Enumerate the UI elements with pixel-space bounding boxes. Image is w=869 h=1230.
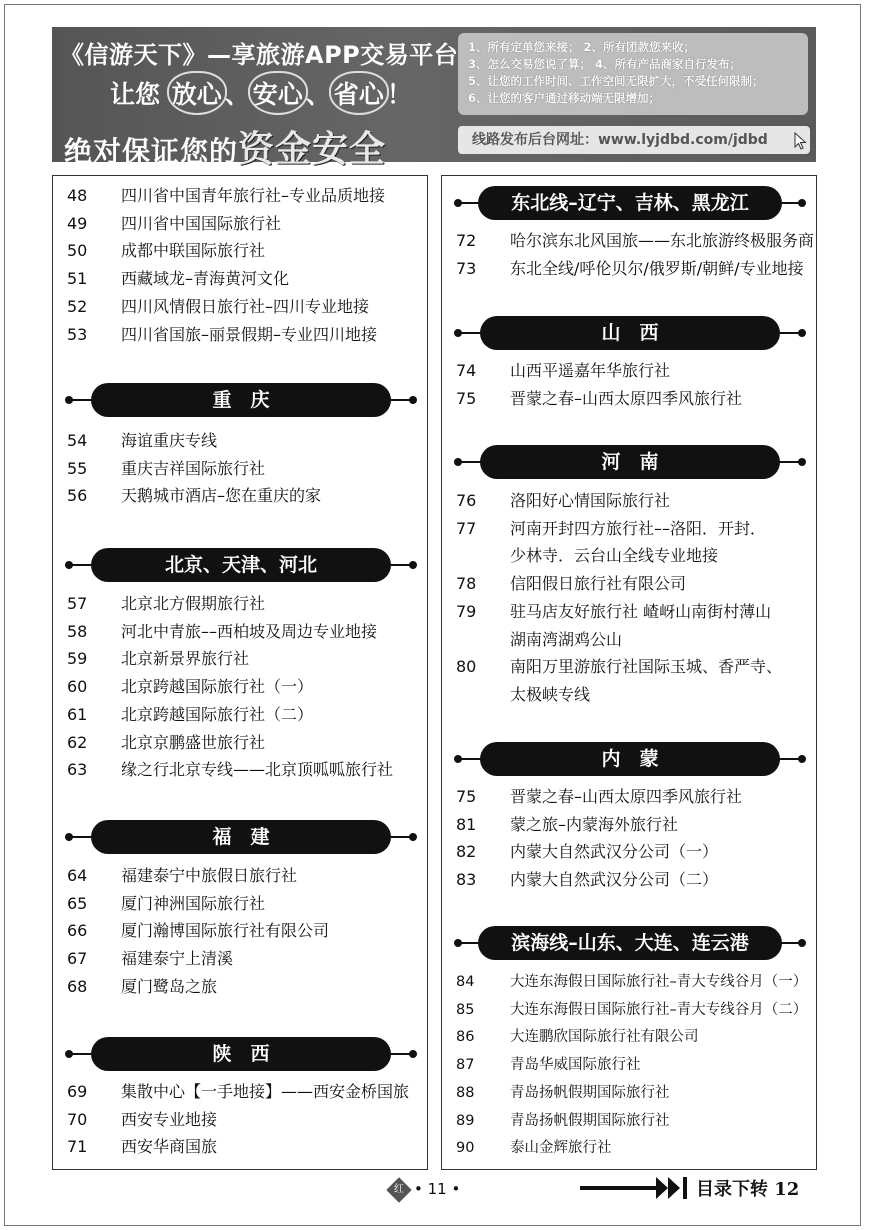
- item-text: 晋蒙之春–山西太原四季风旅行社: [510, 787, 743, 806]
- banner-line2: [110, 75, 412, 111]
- page-number: [390, 1180, 460, 1199]
- item-number: 83: [456, 870, 477, 890]
- section-title: 河 南: [480, 445, 780, 479]
- badge-icon: [386, 1177, 411, 1202]
- item-number: 70: [67, 1109, 88, 1129]
- banner-line3-emphasis: 资金安全: [238, 129, 387, 170]
- item-number: 81: [456, 814, 477, 834]
- item-text: 福建泰宁上清溪: [121, 949, 234, 969]
- banner-slogan: [52, 27, 459, 170]
- section-header-fujian: [65, 820, 417, 854]
- left-column: [52, 175, 428, 1170]
- banner-line3-prefix: 绝对保证您的: [64, 135, 239, 168]
- sep: 、: [305, 80, 331, 109]
- section-header-northeast: [454, 186, 806, 220]
- fast-forward-icon: [656, 1177, 692, 1199]
- item-text: 洛阳好心情国际旅行社: [510, 491, 671, 510]
- item-text: 太极峡专线: [510, 684, 591, 704]
- dot: [409, 396, 417, 404]
- item-text: 海谊重庆专线: [121, 431, 218, 450]
- section-title: 北京、天津、河北: [91, 548, 391, 582]
- item-text: 信阳假日旅行社有限公司: [510, 574, 687, 594]
- page-number-text: • 11 •: [414, 1180, 461, 1198]
- item-number: 61: [67, 704, 88, 724]
- item-number: 79: [456, 601, 477, 621]
- item-number: 75: [456, 388, 477, 408]
- item-text: 西藏域龙–青海黄河文化: [121, 269, 290, 289]
- item-text: 蒙之旅–内蒙海外旅行社: [510, 814, 679, 834]
- item-number: 88: [456, 1084, 475, 1101]
- item-number: 85: [456, 1001, 475, 1018]
- item-text: 大连东海假日国际旅行社–青大专线谷月（一）: [510, 974, 808, 990]
- feature-list: [458, 33, 808, 115]
- arrow-line: [580, 1186, 658, 1190]
- item-text: 哈尔滨东北风国旅——东北旅游终极服务商: [510, 231, 815, 250]
- item-number: 59: [67, 649, 88, 669]
- item-number: 77: [456, 518, 477, 538]
- item-text: 大连东海假日国际旅行社–青大专线谷月（二）: [510, 1001, 808, 1018]
- item-text: 天鹅城市酒店–您在重庆的家: [121, 486, 322, 506]
- item-number: 49: [67, 213, 88, 233]
- item-number: 57: [67, 594, 88, 613]
- section-header-henan: [454, 445, 806, 479]
- cursor-icon: [794, 132, 808, 150]
- item-text: 湖南湾湖鸡公山: [510, 629, 623, 649]
- item-number: 67: [67, 949, 88, 969]
- banner-line3: [64, 121, 386, 172]
- item-text: 集散中心【一手地接】——西安金桥国旅: [121, 1082, 410, 1101]
- section-title: 福 建: [91, 820, 391, 854]
- item-number: 68: [67, 976, 88, 996]
- item-number: 72: [456, 231, 477, 250]
- item-number: 56: [67, 486, 88, 506]
- item-text: 晋蒙之春–山西太原四季风旅行社: [510, 388, 743, 408]
- item-text: 厦门神洲国际旅行社: [121, 893, 266, 913]
- item-number: 90: [456, 1140, 475, 1157]
- banner-line2-prefix: 让您: [110, 80, 161, 109]
- heart-word: 安心: [250, 75, 306, 111]
- item-number: 50: [67, 241, 88, 261]
- heart-word: 省心: [331, 75, 387, 111]
- section-title: 重 庆: [91, 383, 391, 417]
- dot: [798, 199, 806, 207]
- item-text: 东北全线/呼伦贝尔/俄罗斯/朝鲜/专业地接: [510, 258, 804, 278]
- feature-item: 6、让您的客户通过移动端无限增加；: [468, 91, 660, 105]
- exclaim: ！: [386, 80, 412, 109]
- item-text: 内蒙大自然武汉分公司（二）: [510, 870, 719, 890]
- next-page-label: 目录下转 12: [696, 1179, 800, 1200]
- dot: [409, 833, 417, 841]
- backend-url[interactable]: [458, 126, 810, 154]
- item-number: 82: [456, 842, 477, 862]
- item-text: 福建泰宁中旅假日旅行社: [121, 866, 298, 885]
- item-number: 89: [456, 1112, 475, 1129]
- item-text: 河北中青旅––西柏坡及周边专业地接: [121, 621, 378, 641]
- feature-item: 3、怎么交易您说了算； 4、所有产品商家自行发布；: [468, 57, 742, 71]
- right-column: [441, 175, 817, 1170]
- item-text: 厦门瀚博国际旅行社有限公司: [121, 921, 330, 941]
- item-text: 重庆吉祥国际旅行社: [121, 458, 266, 478]
- section-header-chongqing: [65, 383, 417, 417]
- item-text: 厦门鹭岛之旅: [121, 976, 218, 996]
- badge-text: 红: [394, 1183, 404, 1195]
- item-number: 86: [456, 1029, 475, 1046]
- item-text: 泰山金辉旅行社: [510, 1140, 612, 1157]
- next-page-link[interactable]: [580, 1172, 810, 1202]
- item-number: 63: [67, 760, 88, 780]
- item-text: 驻马店友好旅行社 嵖岈山南街村薄山: [510, 601, 772, 621]
- sep: 、: [224, 80, 250, 109]
- item-text: 大连鹏欣国际旅行社有限公司: [510, 1029, 699, 1046]
- item-number: 54: [67, 431, 88, 450]
- feature-item: 5、让您的工作时间、工作空间无限扩大，不受任何限制；: [468, 74, 764, 88]
- item-number: 76: [456, 491, 477, 510]
- ad-banner: [52, 27, 816, 170]
- item-text: 缘之行北京专线——北京顶呱呱旅行社: [121, 760, 394, 780]
- item-text: 山西平遥嘉年华旅行社: [510, 361, 671, 380]
- item-text: 北京跨越国际旅行社（二）: [121, 704, 314, 724]
- item-text: 青岛扬帆假期国际旅行社: [510, 1112, 670, 1129]
- item-text: 四川省国旅–丽景假期–专业四川地接: [121, 324, 378, 344]
- dot: [798, 458, 806, 466]
- item-number: 51: [67, 269, 88, 289]
- item-text: 成都中联国际旅行社: [121, 241, 266, 261]
- item-text: 青岛扬帆假期国际旅行社: [510, 1084, 670, 1101]
- item-text: 北京新景界旅行社: [121, 649, 250, 669]
- section-title: 东北线–辽宁、吉林、黑龙江: [478, 186, 782, 220]
- feature-item: 1、所有定单您来接； 2、所有团款您来收；: [468, 40, 696, 54]
- backend-url-text: 线路发布后台网址：www.lyjdbd.com/jdbd: [472, 132, 768, 148]
- item-number: 84: [456, 974, 475, 990]
- item-text: 北京京鹏盛世旅行社: [121, 732, 266, 752]
- section-title: 陕 西: [91, 1037, 391, 1071]
- item-number: 55: [67, 458, 88, 478]
- item-number: 60: [67, 677, 88, 697]
- item-text: 四川风情假日旅行社–四川专业地接: [121, 296, 370, 316]
- item-number: 48: [67, 186, 88, 205]
- section-title: 山 西: [480, 316, 780, 350]
- item-number: 64: [67, 866, 88, 885]
- item-text: 西安华商国旅: [121, 1137, 218, 1157]
- item-number: 74: [456, 361, 477, 380]
- section-header-neimeng: [454, 742, 806, 776]
- item-number: 62: [67, 732, 88, 752]
- item-text: 少林寺．云台山全线专业地接: [510, 546, 719, 566]
- item-number: 71: [67, 1137, 88, 1157]
- section-header-shaanxi: [65, 1037, 417, 1071]
- item-text: 北京跨越国际旅行社（一）: [121, 677, 314, 697]
- item-text: 河南开封四方旅行社––洛阳．开封．: [510, 518, 767, 538]
- item-number: 65: [67, 893, 88, 913]
- item-number: 73: [456, 258, 477, 278]
- item-number: 53: [67, 324, 88, 344]
- item-number: 66: [67, 921, 88, 941]
- dot: [798, 329, 806, 337]
- item-text: 内蒙大自然武汉分公司（一）: [510, 842, 719, 862]
- item-number: 78: [456, 574, 477, 594]
- dot: [798, 755, 806, 763]
- section-header-shanxi: [454, 316, 806, 350]
- banner-title: 《信游天下》—享旅游APP交易平台: [60, 41, 459, 69]
- item-number: 69: [67, 1082, 88, 1101]
- item-text: 四川省中国国际旅行社: [121, 213, 282, 233]
- item-text: 青岛华威国际旅行社: [510, 1057, 641, 1074]
- heart-word: 放心: [169, 75, 225, 111]
- item-text: 北京北方假期旅行社: [121, 594, 266, 613]
- dot: [409, 1050, 417, 1058]
- section-header-coastal: [454, 926, 806, 960]
- dot: [798, 939, 806, 947]
- item-text: 南阳万里游旅行社国际玉城、香严寺、: [510, 657, 783, 677]
- item-number: 80: [456, 657, 477, 677]
- section-title: 内 蒙: [480, 742, 780, 776]
- section-title: 滨海线–山东、大连、连云港: [478, 926, 782, 960]
- dot: [409, 561, 417, 569]
- item-number: 58: [67, 621, 88, 641]
- section-header-beijing: [65, 548, 417, 582]
- item-number: 75: [456, 787, 477, 806]
- item-text: 西安专业地接: [121, 1109, 218, 1129]
- item-text: 四川省中国青年旅行社–专业品质地接: [121, 186, 386, 205]
- item-number: 52: [67, 296, 88, 316]
- item-number: 87: [456, 1057, 475, 1074]
